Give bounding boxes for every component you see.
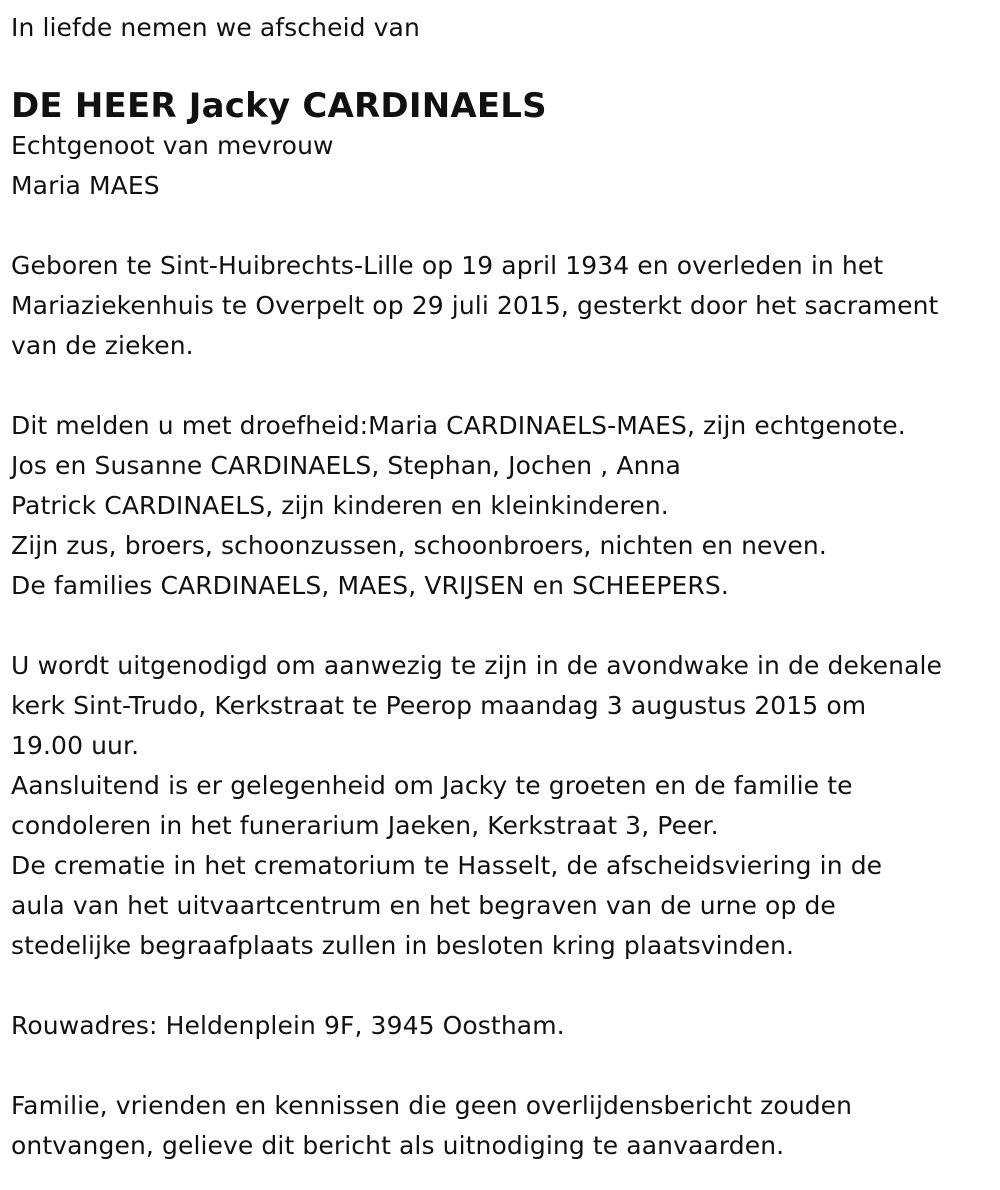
mourning-address: Rouwadres: Heldenplein 9F, 3945 Oostham. <box>11 1011 565 1040</box>
closing-line: ontvangen, gelieve dit bericht als uitnodiging te aanvaarden. <box>11 1131 785 1160</box>
family-paragraph <box>11 406 991 606</box>
closing-paragraph <box>11 1086 991 1166</box>
family-line: Dit melden u met droefheid:Maria CARDINAELS-MAES, zijn echtgenote. <box>11 411 906 440</box>
ceremony-paragraph <box>11 646 991 966</box>
obituary-notice <box>11 8 991 1166</box>
closing-line: Familie, vrienden en kennissen die geen overlijdensbericht zouden <box>11 1091 853 1120</box>
family-line: Zijn zus, broers, schoonzussen, schoonbroers, nichten en neven. <box>11 531 827 560</box>
paragraph-gap <box>11 1046 991 1086</box>
birth-death-paragraph <box>11 246 991 366</box>
paragraph-gap <box>11 966 991 1006</box>
ceremony-line: condoleren in het funerarium Jaeken, Kerkstraat 3, Peer. <box>11 811 719 840</box>
ceremony-line: 19.00 uur. <box>11 731 140 760</box>
ceremony-line: kerk Sint-Trudo, Kerkstraat te Peerop maandag 3 augustus 2015 om <box>11 691 867 720</box>
birth-death-line: Geboren te Sint-Huibrechts-Lille op 19 april 1934 en overleden in het <box>11 251 884 280</box>
deceased-name: DE HEER Jacky CARDINAELS <box>11 86 547 126</box>
spouse-line: Maria MAES <box>11 171 160 200</box>
spouse-line: Echtgenoot van mevrouw <box>11 131 334 160</box>
ceremony-line: Aansluitend is er gelegenheid om Jacky te groeten en de familie te <box>11 771 853 800</box>
paragraph-gap <box>11 366 991 406</box>
ceremony-line: stedelijke begraafplaats zullen in besloten kring plaatsvinden. <box>11 931 795 960</box>
family-line: Jos en Susanne CARDINAELS, Stephan, Jochen , Anna <box>11 451 681 480</box>
birth-death-line: Mariaziekenhuis te Overpelt op 29 juli 2015, gesterkt door het sacrament <box>11 291 939 320</box>
birth-death-line: van de zieken. <box>11 331 194 360</box>
ceremony-line: De crematie in het crematorium te Hasselt, de afscheidsviering in de <box>11 851 883 880</box>
spouse-block <box>11 126 991 206</box>
ceremony-line: aula van het uitvaartcentrum en het begraven van de urne op de <box>11 891 836 920</box>
paragraph-gap <box>11 606 991 646</box>
paragraph-gap <box>11 206 991 246</box>
intro-text: In liefde nemen we afscheid van <box>11 13 420 42</box>
family-line: Patrick CARDINAELS, zijn kinderen en kleinkinderen. <box>11 491 669 520</box>
ceremony-line: U wordt uitgenodigd om aanwezig te zijn in de avondwake in de dekenale <box>11 651 943 680</box>
family-line: De families CARDINAELS, MAES, VRIJSEN en SCHEEPERS. <box>11 571 729 600</box>
